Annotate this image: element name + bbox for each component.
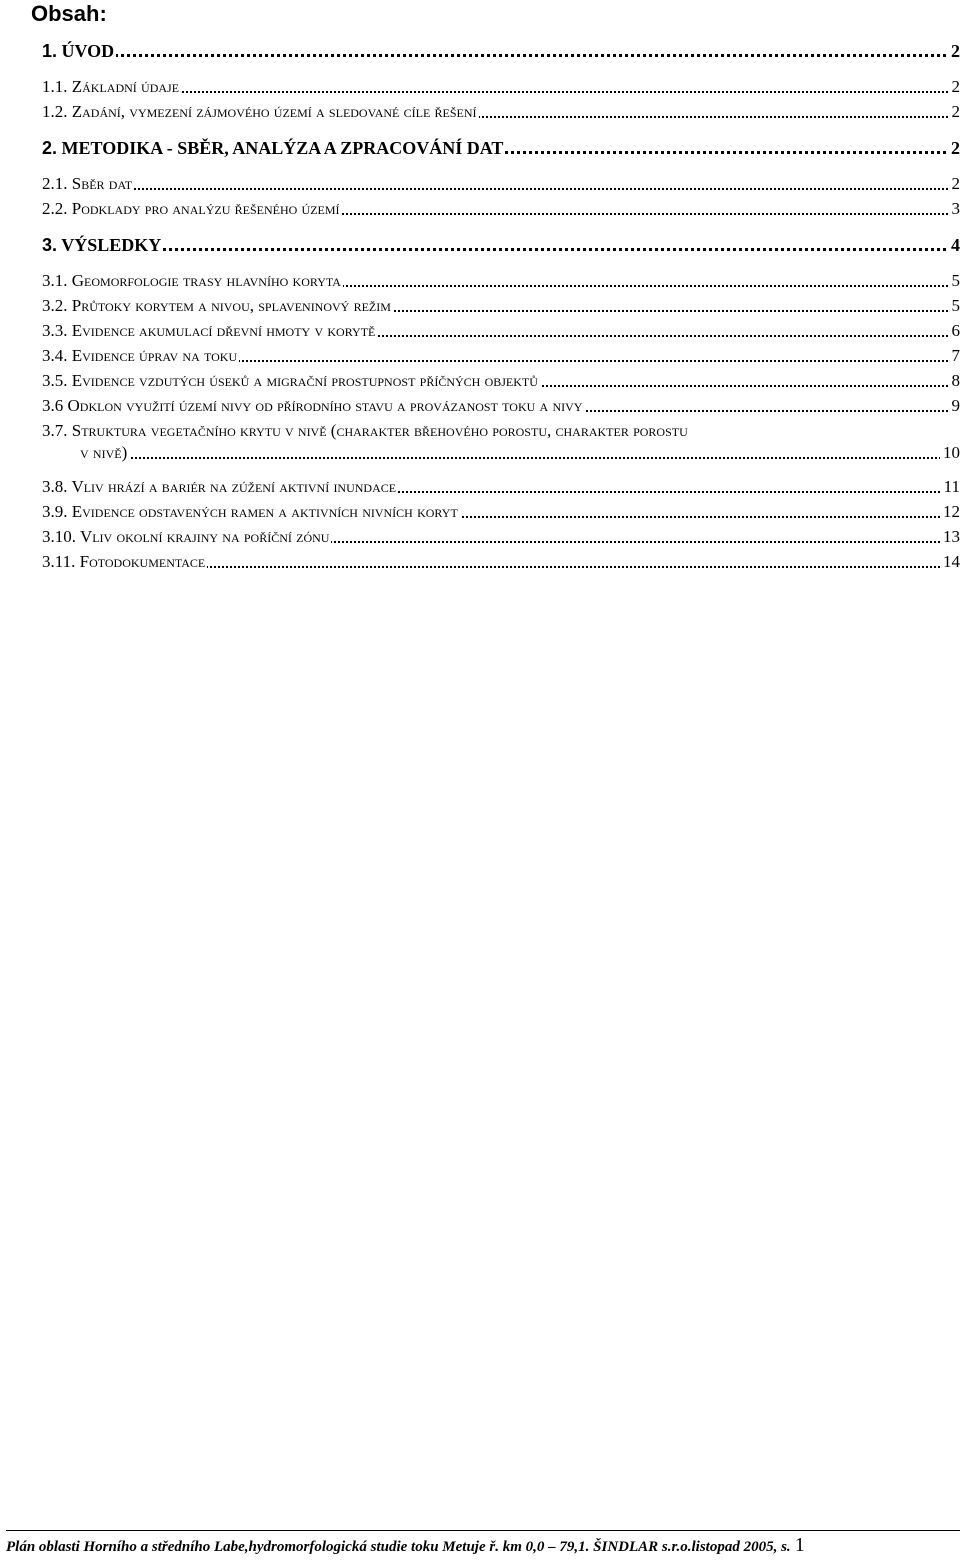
toc-page-number: 10 <box>940 442 960 464</box>
toc-entry-3[interactable]: 3. VÝSLEDKY 4 <box>42 234 960 256</box>
dot-leader <box>42 248 952 251</box>
toc-page-number: 14 <box>940 551 960 573</box>
footer-text: Plán oblasti Horního a středního Labe,hydromorfologická studie toku Metuje ř. km 0,0 – 79,1. ŠINDLAR s.r.o.listopad 2005, s. <box>6 1539 791 1555</box>
toc-entry-3-6[interactable]: 3.6 Odklon využití území nivy od přírodního stavu a provázanost toku a nivy 9 <box>42 395 960 417</box>
toc-title: Obsah: <box>31 1 107 27</box>
toc-entry-2-2[interactable]: 2.2. Podklady pro analýzu řešeného území 3 <box>42 198 960 220</box>
toc-entry-3-1[interactable]: 3.1. Geomorfologie trasy hlavního koryta 5 <box>42 270 960 292</box>
toc-page-number: 7 <box>949 345 960 367</box>
toc-page-number: 2 <box>948 40 960 62</box>
toc-page-number: 9 <box>949 395 960 417</box>
page-footer <box>6 1530 960 1557</box>
dot-leader <box>42 54 952 57</box>
toc-page-number: 12 <box>940 501 960 523</box>
toc-entry-3-2[interactable]: 3.2. Průtoky korytem a nivou, splaveninový režim 5 <box>42 295 960 317</box>
toc-page-number: 2 <box>949 76 960 98</box>
toc-page-number: 6 <box>949 320 960 342</box>
toc-entry-1[interactable]: 1. ÚVOD 2 <box>42 40 960 62</box>
toc-entry-3-9[interactable]: 3.9. Evidence odstavených ramen a aktivních nivních koryt 12 <box>42 501 960 523</box>
toc-page-number: 4 <box>948 234 960 256</box>
toc-page-number: 2 <box>949 173 960 195</box>
toc-entry-2-1[interactable]: 2.1. Sběr dat 2 <box>42 173 960 195</box>
footer-page-number: 1 <box>795 1534 805 1556</box>
toc-page-number: 2 <box>948 137 960 159</box>
dot-leader <box>42 188 952 190</box>
toc-page-number: 2 <box>949 101 960 123</box>
toc-page-number: 5 <box>949 270 960 292</box>
toc-entry-3-10[interactable]: 3.10. Vliv okolní krajiny na poříční zónu 13 <box>42 526 960 548</box>
toc-entry-3-11[interactable]: 3.11. Fotodokumentace 14 <box>42 551 960 573</box>
toc-page-number: 13 <box>940 526 960 548</box>
toc-entry-3-3[interactable]: 3.3. Evidence akumulací dřevní hmoty v korytě 6 <box>42 320 960 342</box>
toc-entry-3-8[interactable]: 3.8. Vliv hrází a bariér na zúžení aktivní inundace 11 <box>42 476 960 498</box>
toc-page-number: 5 <box>949 295 960 317</box>
toc-page-number: 11 <box>941 476 960 498</box>
toc-entry-1-1[interactable]: 1.1. Základní údaje 2 <box>42 76 960 98</box>
toc-entry-3-5[interactable]: 3.5. Evidence vzdutých úseků a migrační prostupnost příčných objektů 8 <box>42 370 960 392</box>
toc-entry-2[interactable]: 2. METODIKA - SBĚR, ANALÝZA A ZPRACOVÁNÍ DAT 2 <box>42 137 960 159</box>
toc-page-number: 8 <box>949 370 960 392</box>
toc-entry-3-4[interactable]: 3.4. Evidence úprav na toku 7 <box>42 345 960 367</box>
toc-entry-1-2[interactable]: 1.2. Zadání, vymezení zájmového území a sledované cíle řešení 2 <box>42 101 960 123</box>
toc-page-number: 3 <box>949 198 960 220</box>
toc-entry-3-7[interactable]: 3.7. Struktura vegetačního krytu v nivě (charakter břehového porostu, charakter porostu v nivě) 10 <box>42 420 960 464</box>
